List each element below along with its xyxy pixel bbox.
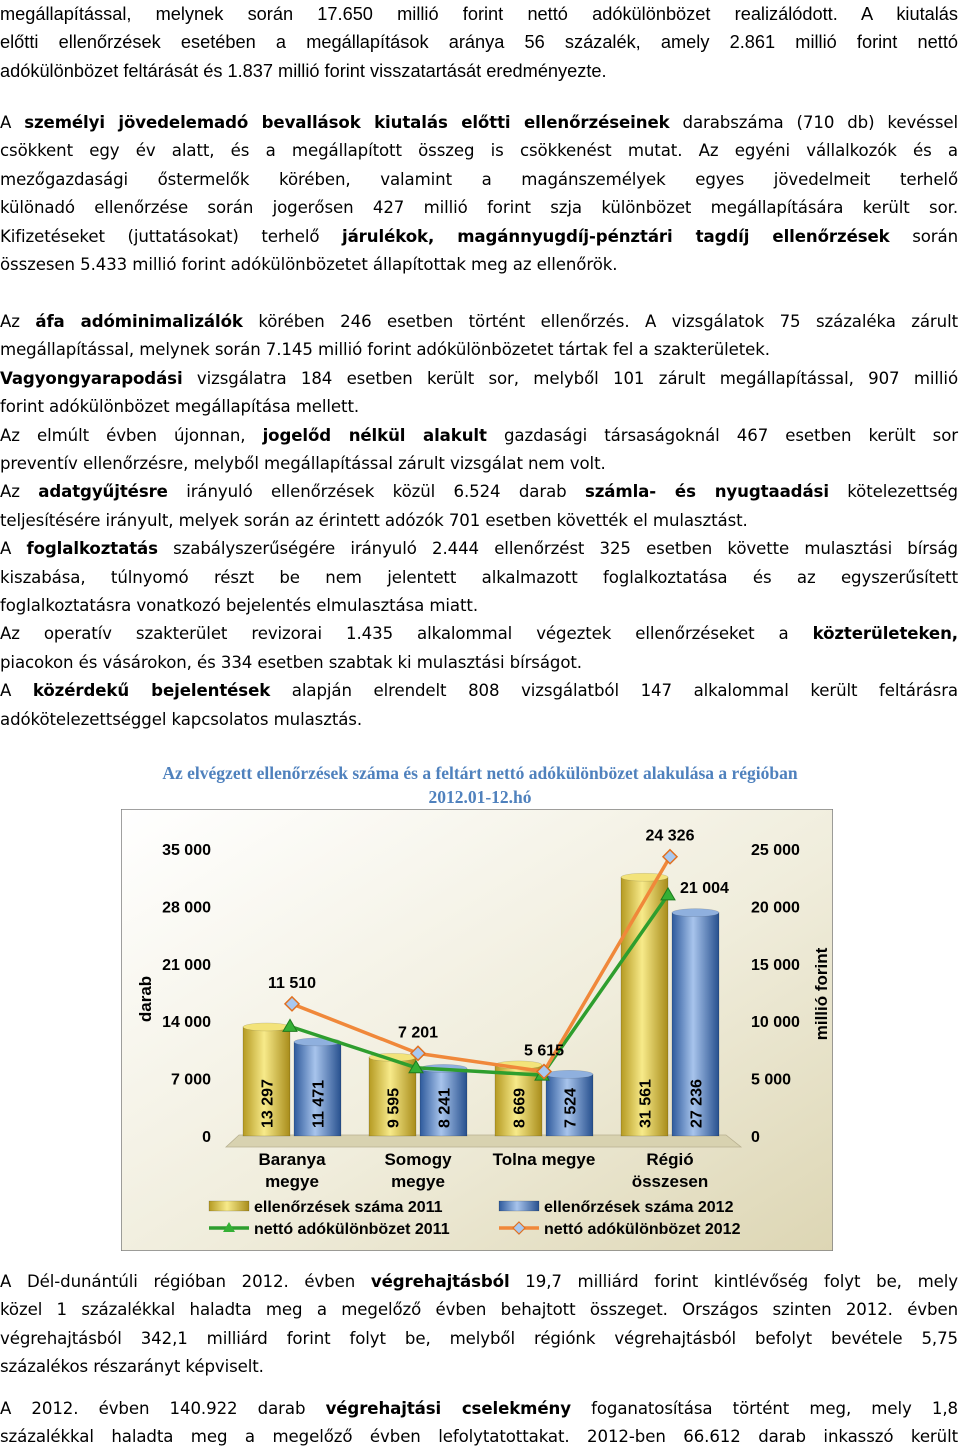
line-value-label: 11 510 <box>267 974 317 992</box>
y-right-tick-label: 15 000 <box>751 956 800 974</box>
line-value-label: 21 004 <box>680 879 729 897</box>
legend-label: nettó adókülönbözet 2012 <box>544 1221 741 1238</box>
legend-swatch <box>209 1201 249 1211</box>
legend-label: ellenőrzések száma 2012 <box>544 1199 734 1216</box>
y-right-tick-label: 10 000 <box>751 1014 800 1032</box>
chart-title-line: Az elvégzett ellenőrzések száma és a feltárt nettó adókülönbözet alakulása a régióban <box>162 763 798 783</box>
y-right-tick-label: 25 000 <box>751 842 800 859</box>
y-left-axis-label: darab <box>136 975 155 1023</box>
y-left-tick-label: 14 000 <box>162 1014 211 1032</box>
text-line: előtti ellenőrzések esetében a megállapítások aránya 56 százalék, amely 2.861 millió forint nettó <box>0 32 958 53</box>
bar-value-label: 11 471 <box>310 1079 328 1128</box>
chart-svg <box>121 809 833 1251</box>
actions-paragraph: A 2012. évben 140.922 darab végrehajtási cselekmény foganatosítása történt meg, mely 1,8 százalékkal haladta meg a megelőző évben lefolytatottakat. 2012-ben 66.612 darab inkasszó került <box>0 1399 958 1447</box>
intro-paragraph <box>0 0 958 85</box>
legend-label: nettó adókülönbözet 2011 <box>254 1221 450 1238</box>
bar-value-label: 7 524 <box>562 1087 580 1128</box>
chart-title <box>60 761 900 809</box>
chart-title-line: 2012.01-12.hó <box>428 787 532 807</box>
y-left-tick-label: 35 000 <box>162 842 211 859</box>
y-left-tick-label: 0 <box>202 1129 211 1146</box>
bar-value-label: 8 241 <box>436 1087 454 1128</box>
y-left-tick-label: 28 000 <box>162 899 211 917</box>
text-line: megállapítással, melynek során 17.650 millió forint nettó adókülönbözet realizálódott. A kiutalás <box>0 4 958 24</box>
szja-paragraph: A személyi jövedelemadó bevallások kiutalás előtti ellenőrzéseinek darabszáma (710 db) kevéssel csökkent egy év alatt, és a megállapított összeg is csökkenést mutat. Az egyéni vállalkozók és a mezőgazdasági őstermelők körében, valamint a magánszemélyek egyes jövedelmeit terhelő különadó ellenőrzése során jogerősen 427 millió forint szja különbözet megállapítására került sor. Kifizetéseket (juttatásokat) terhelő járulékok, magánnyugdíj-pénztári tagdíj ellenőrzések során összesen 5.433 millió forint adókülönbözetet állapítottak meg az ellenőrök. <box>0 113 959 275</box>
bar-value-label: 9 595 <box>385 1087 403 1128</box>
bar-value-label: 8 669 <box>511 1087 529 1128</box>
x-category-label: Régió <box>646 1150 694 1169</box>
bar-value-label: 27 236 <box>688 1079 706 1128</box>
y-left-tick-label: 7 000 <box>170 1071 211 1089</box>
x-category-label: Tolna megye <box>492 1150 596 1169</box>
legend-label: ellenőrzések száma 2011 <box>254 1199 443 1216</box>
legend-swatch <box>499 1201 539 1211</box>
chart <box>121 809 833 1251</box>
y-right-axis-label: millió forint <box>812 947 831 1041</box>
enforcement-paragraph: A Dél-dunántúli régióban 2012. évben végrehajtásból 19,7 milliárd forint kintlévőség folyt be, mely közel 1 százalékkal haladta meg a megelőző évben behajtott összeget. Országos szinten 2012. évben végrehajtásból 342,1 milliárd forint folyt be, melyből régiónk végrehajtásból befolyt bevétele 5,75 százalékos részarányt képviselt. <box>0 1272 958 1377</box>
y-right-tick-label: 20 000 <box>751 899 800 917</box>
x-category-label: összesen <box>631 1172 709 1191</box>
x-category-label: megye <box>265 1172 319 1191</box>
text-line: adókülönbözet feltárását és 1.837 millió forint visszatartását eredményezte. <box>0 60 607 81</box>
line-value-label: 24 326 <box>645 827 695 845</box>
line-value-label: 7 201 <box>397 1024 439 1042</box>
bar-top <box>546 1070 593 1078</box>
x-category-label: Somogy <box>384 1150 452 1169</box>
bar-value-label: 13 297 <box>259 1079 277 1128</box>
y-right-tick-label: 5 000 <box>751 1071 792 1089</box>
line-value-label: 5 615 <box>523 1042 565 1060</box>
x-category-label: megye <box>391 1172 445 1191</box>
y-right-tick-label: 0 <box>751 1129 760 1146</box>
bar-top <box>243 1023 290 1031</box>
bar-top <box>672 909 719 917</box>
x-category-label: Baranya <box>258 1150 326 1169</box>
chart-floor <box>226 1135 741 1147</box>
checks-paragraph: Az áfa adóminimalizálók körében 246 esetben történt ellenőrzés. A vizsgálatok 75 százaléka zárult megállapítással, melynek során 7.145 millió forint adókülönbözetet tártak fel a szakterületek. Vagyongyarapodási vizsgálatra 184 esetben került sor, melyből 101 zárult megállapítással, 907 millió forint adókülönbözet megállapítása mellett. Az elmúlt évben újonnan, jogelőd nélkül alakult gazdasági társaságoknál 467 esetben került sor preventív ellenőrzésre, melyből megállapítással zárult vizsgálat nem volt. Az adatgyűjtésre irányuló ellenőrzések közül 6.524 darab számla- és nyugtaadási kötelezettség teljesítésére irányult, melyek során az érintett adózók 701 esetben követték el mulasztást. A foglalkoztatás szabályszerűségére irányuló 2.444 ellenőrzést 325 esetben követte mulasztási bírság kiszabása, túlnyomó részt be nem jelentett alkalmazott foglalkoztatása és az egyszerűsített foglalkoztatásra vonatkozó bejelentés elmulasztása miatt. Az operatív szakterület revizorai 1.435 alkalommal végeztek ellenőrzéseket a közterületeken, piacokon és vásárokon, és 334 esetben szabtak ki mulasztási bírságot. A közérdekű bejelentések alapján elrendelt 808 vizsgálatból 147 alkalommal került feltárásra adókötelezettséggel kapcsolatos mulasztás. <box>0 312 959 729</box>
chart-background <box>121 809 833 1251</box>
bar-value-label: 31 561 <box>637 1079 655 1128</box>
y-left-tick-label: 21 000 <box>162 956 211 974</box>
